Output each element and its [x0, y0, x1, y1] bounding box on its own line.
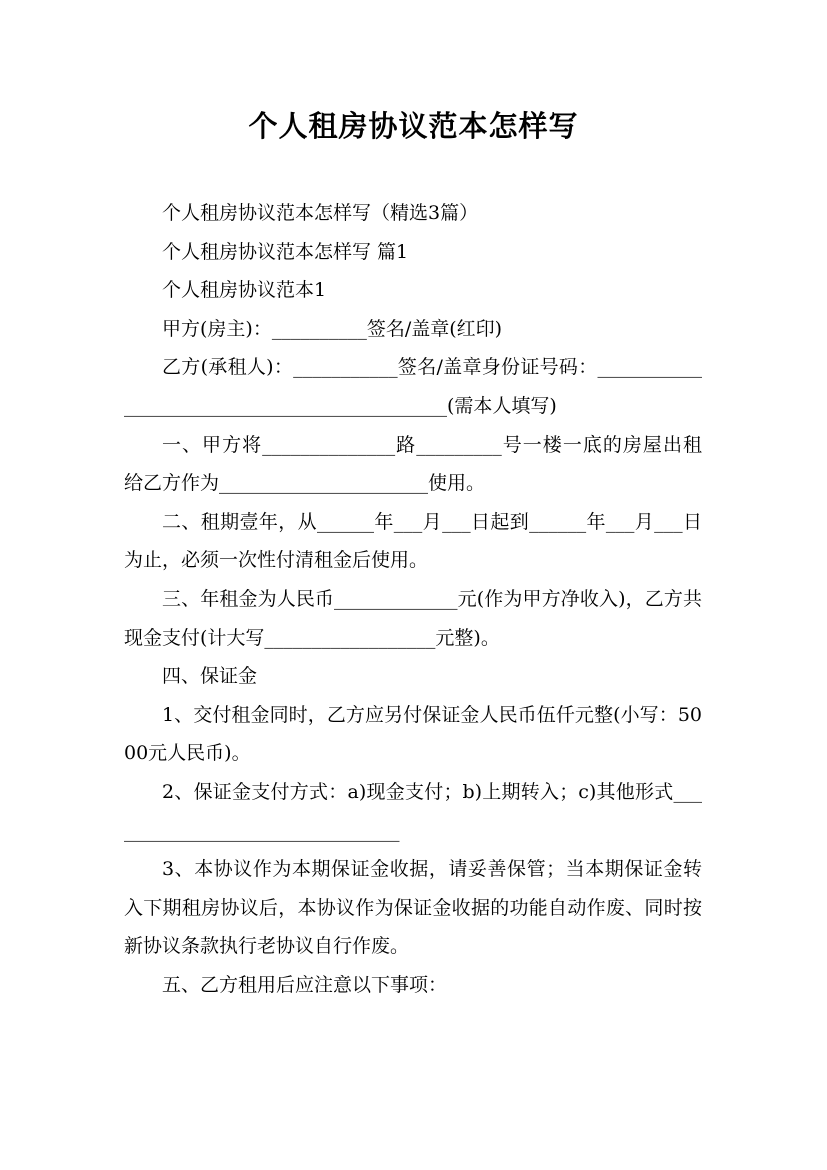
paragraph-section-heading: 个人租房协议范本怎样写 篇1	[162, 240, 409, 263]
paragraph-clause-1: 一、甲方将______________路_________号一楼一底的房屋出租给乙方作为______________________使用。	[124, 433, 702, 495]
paragraph-party-a: 甲方(房主)：__________签名/盖章(红印)	[162, 317, 503, 340]
paragraph-clause-3: 三、年租金为人民币_____________元(作为甲方净收入)，乙方共现金支付(计大写__________________元整)。	[124, 587, 702, 649]
document-body	[124, 194, 702, 1004]
paragraph-deposit-3: 3、本协议作为本期保证金收据，请妥善保管；当本期保证金转入下期租房协议后，本协议作为保证金收据的功能自动作废、同时按新协议条款执行老协议自行作废。	[124, 858, 702, 958]
paragraph-party-b: 乙方(承租人)：___________签名/盖章身份证号码：_____________________________________________(需本人填写)	[124, 356, 702, 417]
paragraph-deposit-1: 1、交付租金同时，乙方应另付保证金人民币伍仟元整(小写：5000元人民币)。	[124, 703, 702, 765]
paragraph-deposit-2: 2、保证金支付方式：a)现金支付；b)上期转入；c)其他形式________________________________	[124, 780, 702, 842]
paragraph-clause-2: 二、租期壹年，从______年___月___日起到______年___月___日为止，必须一次性付清租金后使用。	[124, 510, 702, 572]
document-title: 个人租房协议范本怎样写	[248, 109, 579, 143]
paragraph-template-title: 个人租房协议范本1	[162, 279, 327, 302]
paragraph-clause-4-heading: 四、保证金	[162, 665, 258, 688]
paragraph-intro: 个人租房协议范本怎样写（精选3篇）	[162, 202, 479, 224]
paragraph-clause-5-heading: 五、乙方租用后应注意以下事项：	[162, 973, 448, 996]
